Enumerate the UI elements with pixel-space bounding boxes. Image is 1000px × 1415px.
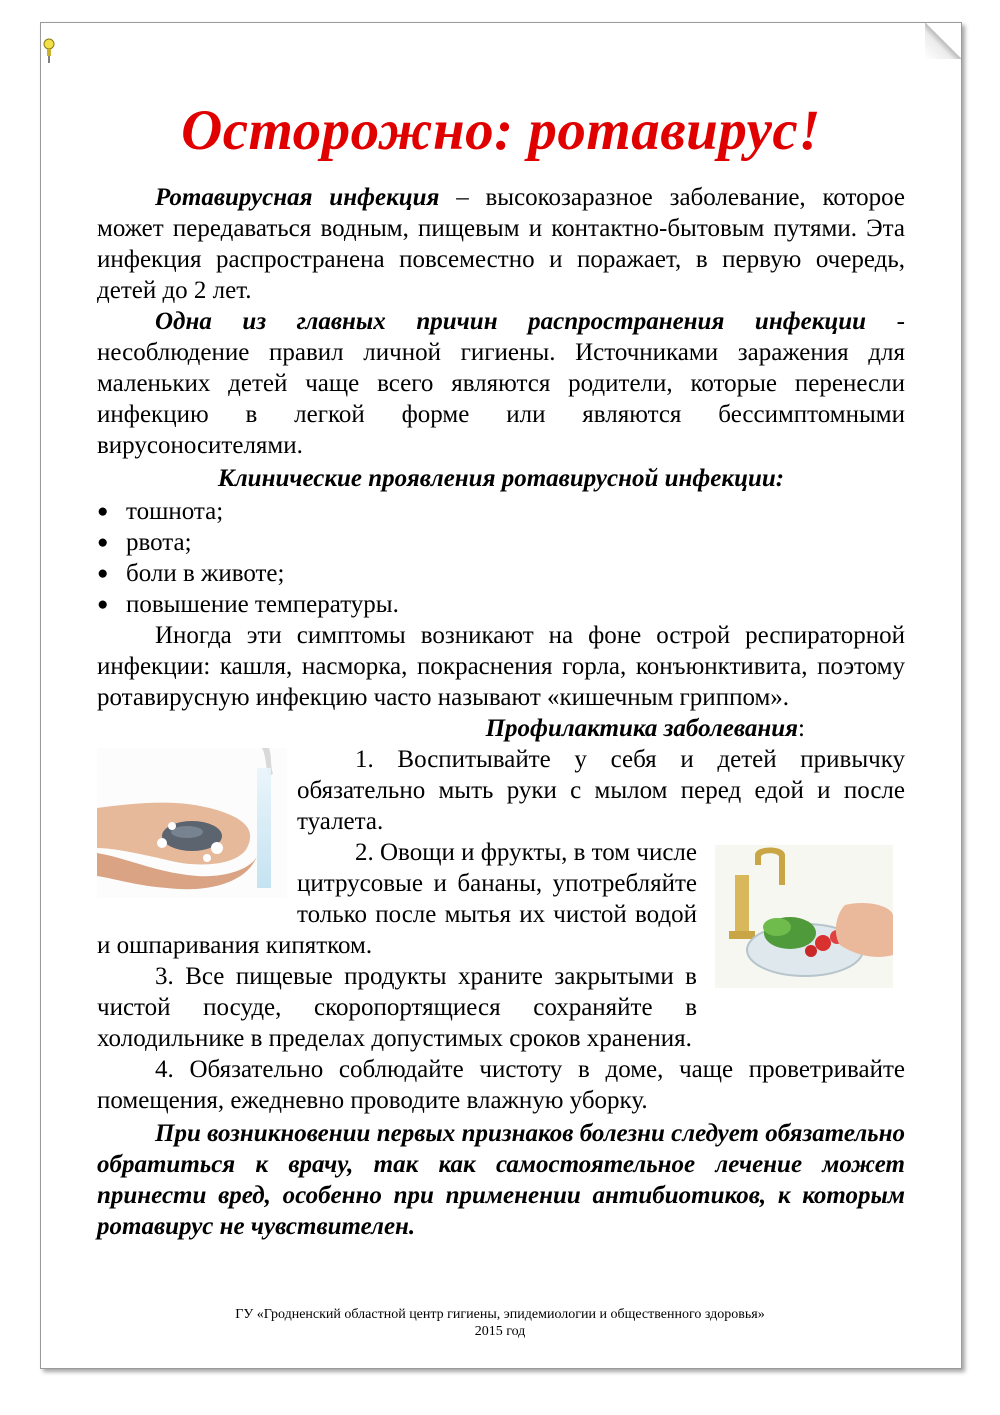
- pin-icon: [42, 38, 56, 64]
- list-item: [97, 558, 905, 589]
- intro-paragraph: [97, 182, 905, 306]
- poster-content: [97, 98, 905, 1242]
- list-item: [97, 589, 905, 620]
- symptoms-heading: Клинические проявления ротавирусной инфекции:: [217, 465, 785, 492]
- list-item: [97, 527, 905, 558]
- prevention-item-2: 2. Овощи и фрукты, в том числе цитрусовые и бананы, употребляйте только после мытья их чистой водой и ошпаривания кипятком.: [97, 839, 697, 959]
- bullet-icon: ●: [97, 563, 109, 584]
- washing-vegetables-image: [715, 845, 893, 988]
- prevention-item-1: 1. Воспитывайте у себя и детей привычку обязательно мыть руки с мылом перед едой и после туалета.: [297, 746, 905, 835]
- prevention-item-3: 3. Все пищевые продукты храните закрытыми в чистой посуде, скоропортящиеся сохраняйте в холодильнике в пределах допустимых сроков хранения.: [97, 963, 697, 1052]
- list-item: [97, 496, 905, 527]
- prevention-heading-text: Профилактика заболевания: [485, 715, 799, 742]
- page-curl: [925, 23, 961, 59]
- symptom-text: повышение температуры.: [126, 591, 399, 618]
- cause-bold: Одна из главных причин распространения инфекции: [155, 308, 867, 335]
- poster-title: Осторожно: ротавирус!: [181, 99, 821, 162]
- footer: [40, 1306, 960, 1340]
- intro-bold: Ротавирусная инфекция: [155, 184, 440, 211]
- symptoms-list: [97, 496, 905, 620]
- bullet-icon: ●: [97, 501, 109, 522]
- hand-washing-image: [97, 748, 287, 898]
- final-warning: При возникновении первых признаков болезни следует обязательно обратиться к врачу, так как самостоятельное лечение может принести вред, особенно при применении антибиотиков, к которым ротавирус не чувствителен.: [97, 1120, 905, 1240]
- symptom-text: рвота;: [126, 529, 192, 556]
- symptoms-note: Иногда эти симптомы возникают на фоне острой респираторной инфекции: кашля, насморка, покраснения горла, конъюнктивита, поэтому ротавирусную инфекцию часто называют «кишечным гриппом».: [97, 622, 905, 711]
- symptom-text: тошнота;: [126, 498, 224, 525]
- footer-org: ГУ «Гродненский областной центр гигиены, эпидемиологии и общественного здоровья»: [235, 1307, 765, 1322]
- cause-text: - несоблюдение правил личной гигиены. Источниками заражения для маленьких детей чаще всего являются родители, которые перенесли инфекцию в легкой форме или являются бессимптомными вирусоносителями.: [97, 308, 906, 459]
- prevention-colon: :: [798, 715, 805, 742]
- prevention-item-4: 4. Обязательно соблюдайте чистоту в доме, чаще проветривайте помещения, ежедневно проводите влажную уборку.: [97, 1056, 905, 1114]
- cause-paragraph: [97, 306, 905, 461]
- prevention-heading: [97, 713, 905, 744]
- intro-text: – высокозаразное заболевание, которое может передаваться водным, пищевым и контактно-бытовым путями. Эта инфекция распространена повсеместно и поражает, в первую очередь, детей до 2 лет.: [97, 184, 905, 304]
- footer-year: 2015 год: [474, 1324, 526, 1339]
- bullet-icon: ●: [97, 594, 109, 615]
- symptom-text: боли в животе;: [126, 560, 285, 587]
- bullet-icon: ●: [97, 532, 109, 553]
